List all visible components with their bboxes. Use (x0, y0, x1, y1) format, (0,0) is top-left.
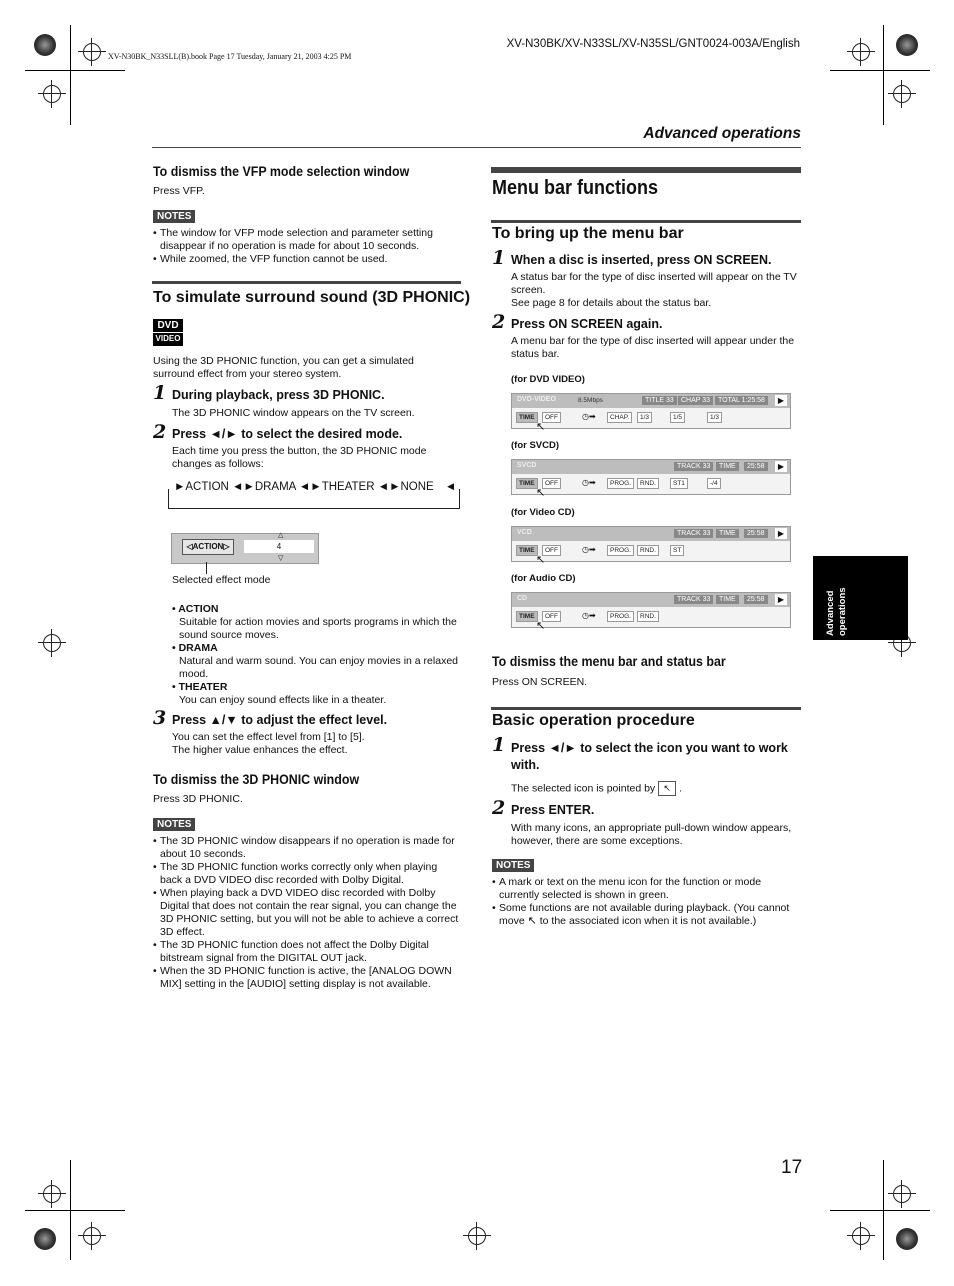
basic-note: A mark or text on the menu icon for the function or mode currently selected is shown in green. (499, 876, 762, 901)
vfp-heading: To dismiss the VFP mode selection window (153, 164, 410, 179)
disc-type: DVD-VIDEO (517, 396, 556, 403)
status-bar (512, 394, 790, 408)
cycle-mode: DRAMA (254, 481, 296, 493)
status-tag: TITLE 33 (642, 396, 677, 405)
menu-cell[interactable]: OFF (542, 545, 561, 556)
mode-name: • DRAMA (172, 642, 218, 654)
mode-list (172, 603, 462, 707)
badge-bottom: VIDEO (153, 332, 183, 344)
phonic-level-value: 4 (276, 542, 282, 551)
registration-disc (34, 34, 56, 56)
status-tag: TIME (716, 462, 739, 471)
phonic-mode-value: ACTION (192, 542, 224, 551)
registration-mark (893, 85, 911, 103)
step-text: Each time you press the button, the 3D PHONIC mode changes as follows: (172, 445, 427, 470)
phonic-level-box (244, 540, 314, 553)
menu-cell[interactable]: CHAP. (607, 412, 632, 423)
phonic-notes: • The 3D PHONIC window disappears if no operation is made for about 10 seconds. • The 3D PHONIC function works correctly only when playing back a DVD VIDEO disc recorded with Dolby Digital. • When playing back a DVD VIDEO disc recorded with Dolby Digital that does not contain the rear signal, you can change the 3D PHONIC setting, but you will not be able to achieve a correct 3D effect. • The 3D PHONIC function does not affect the Dolby Digital bitstream signal from the DIGITAL OUT jack. • When the 3D PHONIC function is active, the [ANALOG DOWN MIX] setting in the [AUDIO] setting display is not available. (153, 835, 461, 991)
step-number: 3 (153, 707, 167, 729)
menu-cell[interactable]: ST (670, 545, 684, 556)
status-tag: 25:58 (744, 529, 768, 538)
menu-bar-figure (511, 526, 791, 566)
bar-label: (for Audio CD) (511, 573, 576, 584)
menu-cell[interactable]: PROG. (607, 545, 634, 556)
clock-icon[interactable]: ◷➡ (582, 412, 596, 421)
cycle-mode: NONE (400, 481, 434, 493)
cycle-arrow: ◄► (298, 481, 322, 493)
menu-cell[interactable]: OFF (542, 478, 561, 489)
step-text: With many icons, an appropriate pull-down window appears, however, there are some exceptions. (511, 822, 792, 847)
status-tag: TIME (716, 529, 739, 538)
disc-type: VCD (517, 529, 532, 536)
menu-bar-figure (511, 459, 791, 499)
pointer-icon: ↖ (536, 554, 546, 566)
play-icon: ▶ (775, 395, 787, 406)
menu-bar-figure (511, 393, 791, 433)
status-tag: TOTAL 1:25:58 (715, 396, 768, 405)
pointer-icon: ↖ (536, 620, 546, 632)
vfp-text: Press VFP. (153, 185, 205, 197)
disc-type: CD (517, 595, 528, 602)
step-title: Press ◄/► to select the icon you want to work with. (511, 741, 788, 772)
phonic-mode-box: ◁ACTION▷ (182, 539, 234, 555)
step-number: 2 (492, 797, 506, 819)
side-tab-line1: Advanced (825, 590, 836, 636)
status-tag: TRACK 33 (674, 529, 713, 538)
status-bar (512, 593, 790, 607)
pointer-icon: ↖ (536, 487, 546, 499)
cycle-mode: ACTION (185, 481, 229, 493)
cycle-arrow: ► (174, 481, 186, 493)
registration-disc (896, 1228, 918, 1250)
phonic-note: When playing back a DVD VIDEO disc recorded with Dolby Digital that does not contain the rear signal, you can change the 3D PHONIC setting, but you will not be able to achieve a correct 3D effect. (160, 887, 459, 938)
section-rule (152, 281, 461, 284)
side-tab-line2: operations (837, 587, 848, 636)
bar-label: (for Video CD) (511, 507, 575, 518)
basic-notes-label: NOTES (492, 859, 534, 872)
menu-cell[interactable]: PROG. (607, 478, 634, 489)
dvd-video-badge (153, 319, 183, 346)
dismiss-bar-heading: To dismiss the menu bar and status bar (492, 654, 726, 669)
mode-name-text: DRAMA (178, 642, 218, 654)
registration-disc (34, 1228, 56, 1250)
status-tag: TRACK 33 (674, 462, 713, 471)
registration-mark (893, 1185, 911, 1203)
status-tag: TRACK 33 (674, 595, 713, 604)
up-arrow-icon: △ (278, 532, 284, 539)
section-rule (491, 707, 801, 710)
clock-icon[interactable]: ◷➡ (582, 611, 596, 620)
status-tag: 25:58 (744, 595, 768, 604)
mode-desc: Natural and warm sound. You can enjoy movies in a relaxed mood. (179, 655, 458, 680)
cycle-mode: THEATER (321, 481, 375, 493)
step-title: Press ▲/▼ to adjust the effect level. (172, 713, 388, 727)
registration-mark (852, 43, 870, 61)
caption-leader (206, 562, 207, 574)
menu-cell[interactable]: TIME (516, 611, 538, 622)
basic-heading: Basic operation procedure (492, 712, 695, 729)
phonic-heading: To simulate surround sound (3D PHONIC) (153, 289, 471, 306)
step-number: 1 (492, 247, 506, 269)
section-rule (491, 220, 801, 223)
status-bar (512, 460, 790, 474)
header-rule (152, 147, 801, 148)
status-tag: TIME (716, 595, 739, 604)
step-number: 1 (153, 382, 167, 404)
phonic-window (171, 533, 319, 564)
menu-cell[interactable]: 1/3 (637, 412, 652, 423)
menu-cell[interactable]: 1/5 (670, 412, 685, 423)
registration-mark (83, 1227, 101, 1245)
menu-cell[interactable]: OFF (542, 412, 561, 423)
dismiss-phonic-text: Press 3D PHONIC. (153, 793, 243, 805)
vfp-note: While zoomed, the VFP function cannot be used. (160, 253, 388, 265)
mode-name: • THEATER (172, 681, 228, 693)
side-tab (813, 556, 908, 640)
play-icon: ▶ (775, 528, 787, 539)
cycle-arrow: ◄► (377, 481, 401, 493)
menu-cell[interactable]: PROG. (607, 611, 634, 622)
step-title: Press ON SCREEN again. (511, 317, 663, 331)
status-bar (512, 527, 790, 541)
mode-desc: Suitable for action movies and sports programs in which the sound source moves. (179, 616, 457, 641)
bar-label: (for DVD VIDEO) (511, 374, 585, 385)
cycle-arrow: ◄ (444, 481, 457, 493)
registration-mark (43, 1185, 61, 1203)
mode-name-text: ACTION (178, 603, 219, 615)
phonic-note: The 3D PHONIC function works correctly only when playing back a DVD VIDEO disc recorded with Dolby Digital. (160, 861, 438, 886)
bar-label: (for SVCD) (511, 440, 560, 451)
mode-cycle-diagram (168, 481, 460, 509)
page-title: Menu bar functions (492, 177, 659, 199)
menu-cell[interactable]: 1/3 (707, 412, 722, 423)
phonic-intro: Using the 3D PHONIC function, you can get a simulated surround effect from your stereo system. (153, 355, 414, 380)
step-number: 2 (153, 421, 167, 443)
registration-mark (852, 1227, 870, 1245)
registration-disc (896, 34, 918, 56)
phonic-note: When the 3D PHONIC function is active, the [ANALOG DOWN MIX] setting in the [AUDIO] setting display is not available. (160, 965, 452, 990)
mode-name: • ACTION (172, 603, 219, 615)
vfp-notes-label: NOTES (153, 210, 195, 223)
registration-mark (468, 1227, 486, 1245)
step-text: A menu bar for the type of disc inserted will appear under the status bar. (511, 335, 795, 360)
status-tag: 25:58 (744, 462, 768, 471)
step-title: During playback, press 3D PHONIC. (172, 388, 385, 402)
figure-caption: Selected effect mode (172, 574, 271, 586)
play-icon: ▶ (775, 594, 787, 605)
book-info: XV-N30BK_N33SLL(B).book Page 17 Tuesday, January 21, 2003 4:25 PM (108, 52, 352, 61)
mode-desc: You can enjoy sound effects like in a theater. (179, 694, 387, 706)
step-number: 2 (492, 311, 506, 333)
pointer-icon: ↖ (527, 915, 537, 927)
registration-mark (43, 85, 61, 103)
vfp-notes: • The window for VFP mode selection and parameter setting disappear if no operation is made for about 10 seconds. • While zoomed, the VFP function cannot be used. (153, 227, 460, 266)
registration-mark (83, 43, 101, 61)
section-title: Advanced operations (643, 125, 801, 142)
basic-note: to the associated icon when it is not available.) (539, 915, 757, 927)
dismiss-phonic-heading: To dismiss the 3D PHONIC window (153, 772, 360, 787)
menu-cell[interactable]: TIME (516, 412, 538, 423)
pointer-icon: ↖ (658, 781, 676, 796)
bringup-heading: To bring up the menu bar (492, 225, 684, 242)
menu-cell[interactable]: TIME (516, 545, 538, 556)
step-text: You can set the effect level from [1] to [5]. (172, 731, 365, 743)
step-number: 1 (492, 734, 506, 756)
status-tag: CHAP 33 (678, 396, 713, 405)
step-title: Press ◄/► to select the desired mode. (172, 427, 403, 441)
menu-cell[interactable]: RND. (637, 478, 659, 489)
disc-type: SVCD (517, 462, 537, 469)
menu-cell[interactable]: RND. (637, 611, 659, 622)
title-rule (491, 167, 801, 173)
vfp-note: The window for VFP mode selection and parameter setting disappear if no operation is made for about 10 seconds. (160, 227, 433, 252)
menu-cell[interactable]: RND. (637, 545, 659, 556)
phonic-note: The 3D PHONIC window disappears if no operation is made for about 10 seconds. (160, 835, 455, 860)
phonic-note: The 3D PHONIC function does not affect the Dolby Digital bitstream signal from the DIGITAL OUT jack. (160, 939, 429, 964)
cycle-arrow: ◄► (232, 481, 255, 493)
step-text: The higher value enhances the effect. (172, 744, 348, 756)
step-title: Press ENTER. (511, 803, 595, 817)
play-icon: ▶ (775, 461, 787, 472)
menu-cell[interactable]: -/4 (707, 478, 721, 489)
basic-note: Some functions are not available during playback. (You cannot move (499, 902, 790, 927)
menu-cell[interactable]: TIME (516, 478, 538, 489)
bitrate: 8.5Mbps (578, 397, 603, 404)
menu-bar-figure (511, 592, 791, 632)
down-arrow-icon: ▽ (278, 555, 284, 562)
mode-name-text: THEATER (178, 681, 228, 693)
registration-mark (43, 634, 61, 652)
phonic-notes-label: NOTES (153, 818, 195, 831)
step-text: The 3D PHONIC window appears on the TV screen. (172, 407, 415, 419)
step-text: The selected icon is pointed by ↖ . (511, 782, 682, 795)
clock-icon[interactable]: ◷➡ (582, 545, 596, 554)
menu-cell[interactable]: ST1 (670, 478, 688, 489)
basic-notes: • A mark or text on the menu icon for the function or mode currently selected is shown in green. • Some functions are not available during playback. (You cannot move ↖ to the associated icon when it is not available.) (492, 876, 801, 928)
dismiss-bar-text: Press ON SCREEN. (492, 676, 588, 688)
step-title: When a disc is inserted, press ON SCREEN. (511, 253, 772, 267)
menu-cell[interactable]: OFF (542, 611, 561, 622)
model-line: XV-N30BK/XV-N33SL/XV-N35SL/GNT0024-003A/English (506, 38, 800, 50)
pointer-text: The selected icon is pointed by (511, 782, 656, 795)
pointer-icon: ↖ (536, 421, 546, 433)
page-number: 17 (781, 1157, 803, 1178)
step-text: See page 8 for details about the status bar. (511, 297, 712, 309)
badge-top: DVD (157, 320, 179, 331)
clock-icon[interactable]: ◷➡ (582, 478, 596, 487)
step-text: A status bar for the type of disc inserted will appear on the TV screen. (511, 271, 797, 296)
